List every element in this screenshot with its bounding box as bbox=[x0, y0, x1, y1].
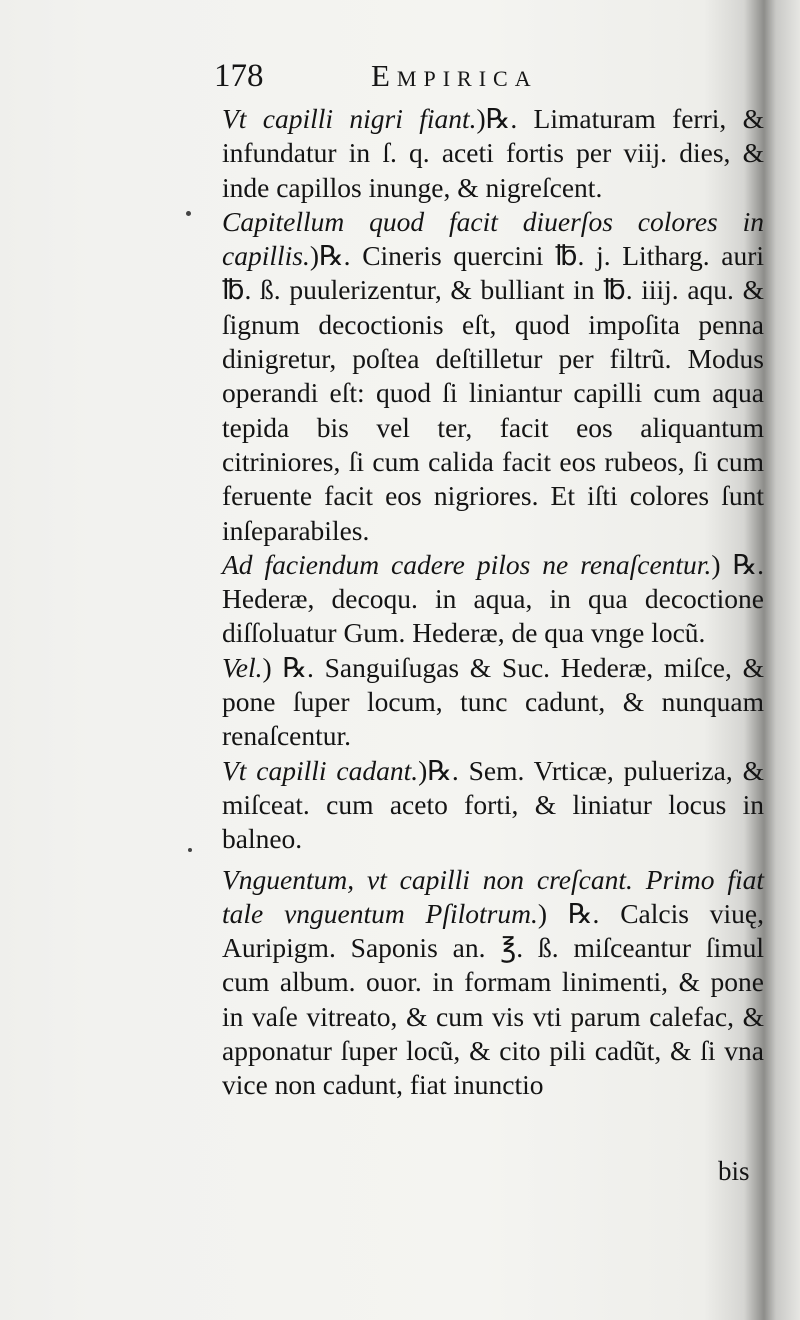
recipe-text: ) ℞. Sanguiſugas & Suc. Hederæ, miſce, & pone ſuper locum, tunc cadunt, & nunquam renaſcentur. bbox=[222, 651, 764, 752]
page-number: 178 bbox=[214, 58, 264, 94]
recipe-title: Vnguentum, vt capilli non creſcant. Primo fiat tale vnguentum Pſilotrum. bbox=[222, 863, 764, 929]
recipe-text: )℞. Limaturam ferri, & infundatur in ſ. q. aceti fortis per viij. dies, & inde capillos inunge, & nigreſcent. bbox=[222, 103, 764, 203]
recipe-text: ) ℞. Calcis viuę, Auripigm. Saponis an. ℥. ß. miſceantur ſimul cum album. ouor. in formam linimenti, & pone in vaſe vitreato, & cum vis vti parum calefac, & apponatur ſuper locũ, & cito pili cadũt, & ſi vna vice non cadunt, fiat inunctio bbox=[222, 897, 764, 1101]
recipe-paragraph bbox=[222, 863, 764, 1103]
ink-spot bbox=[188, 848, 192, 852]
recipe-paragraph bbox=[222, 651, 764, 754]
page-header bbox=[214, 58, 774, 102]
recipe-paragraph bbox=[222, 102, 764, 205]
catchword: bis bbox=[718, 1156, 750, 1186]
recipe-title: Ad faciendum cadere pilos ne renaſcentur. bbox=[222, 548, 712, 580]
body-text bbox=[222, 102, 764, 1103]
recipe-text: )℞. Sem. Vrticæ, pulueriza, & miſceat. cum aceto forti, & liniatur locus in balneo. bbox=[222, 754, 764, 855]
recipe-text: )℞. Cineris quercini ℔. j. Litharg. auri ℔. ß. puulerizentur, & bulliant in ℔. iiij. aqu. & ſignum decoctionis eſt, quod impoſita penna dinigretur, poſtea deſtilletur per filtrũ. Modus operandi eſt: quod ſi liniantur capilli cum aqua tepida bis vel ter, facit eos aliquantum citriniores, ſi cum calida facit eos rubeos, ſi cum feruente facit eos nigriores. Et iſti colores ſunt inſeparabiles. bbox=[222, 240, 764, 546]
recipe-title: Vel. bbox=[222, 651, 263, 683]
recipe-title: Capitellum quod facit diuerſos colores in capillis. bbox=[222, 205, 764, 272]
recipe-text: ) ℞. Hederæ, decoqu. in aqua, in qua decoctione diſſoluatur Gum. Hederæ, de qua vnge locũ. bbox=[222, 548, 765, 649]
recipe-paragraph bbox=[222, 754, 764, 857]
recipe-title: Vt capilli nigri fiant. bbox=[222, 103, 477, 134]
recipe-title: Vt capilli cadant. bbox=[222, 754, 419, 786]
running-head: Empirica bbox=[371, 58, 538, 93]
ink-spot bbox=[186, 211, 191, 216]
recipe-paragraph bbox=[222, 205, 764, 548]
recipe-paragraph bbox=[222, 548, 764, 651]
